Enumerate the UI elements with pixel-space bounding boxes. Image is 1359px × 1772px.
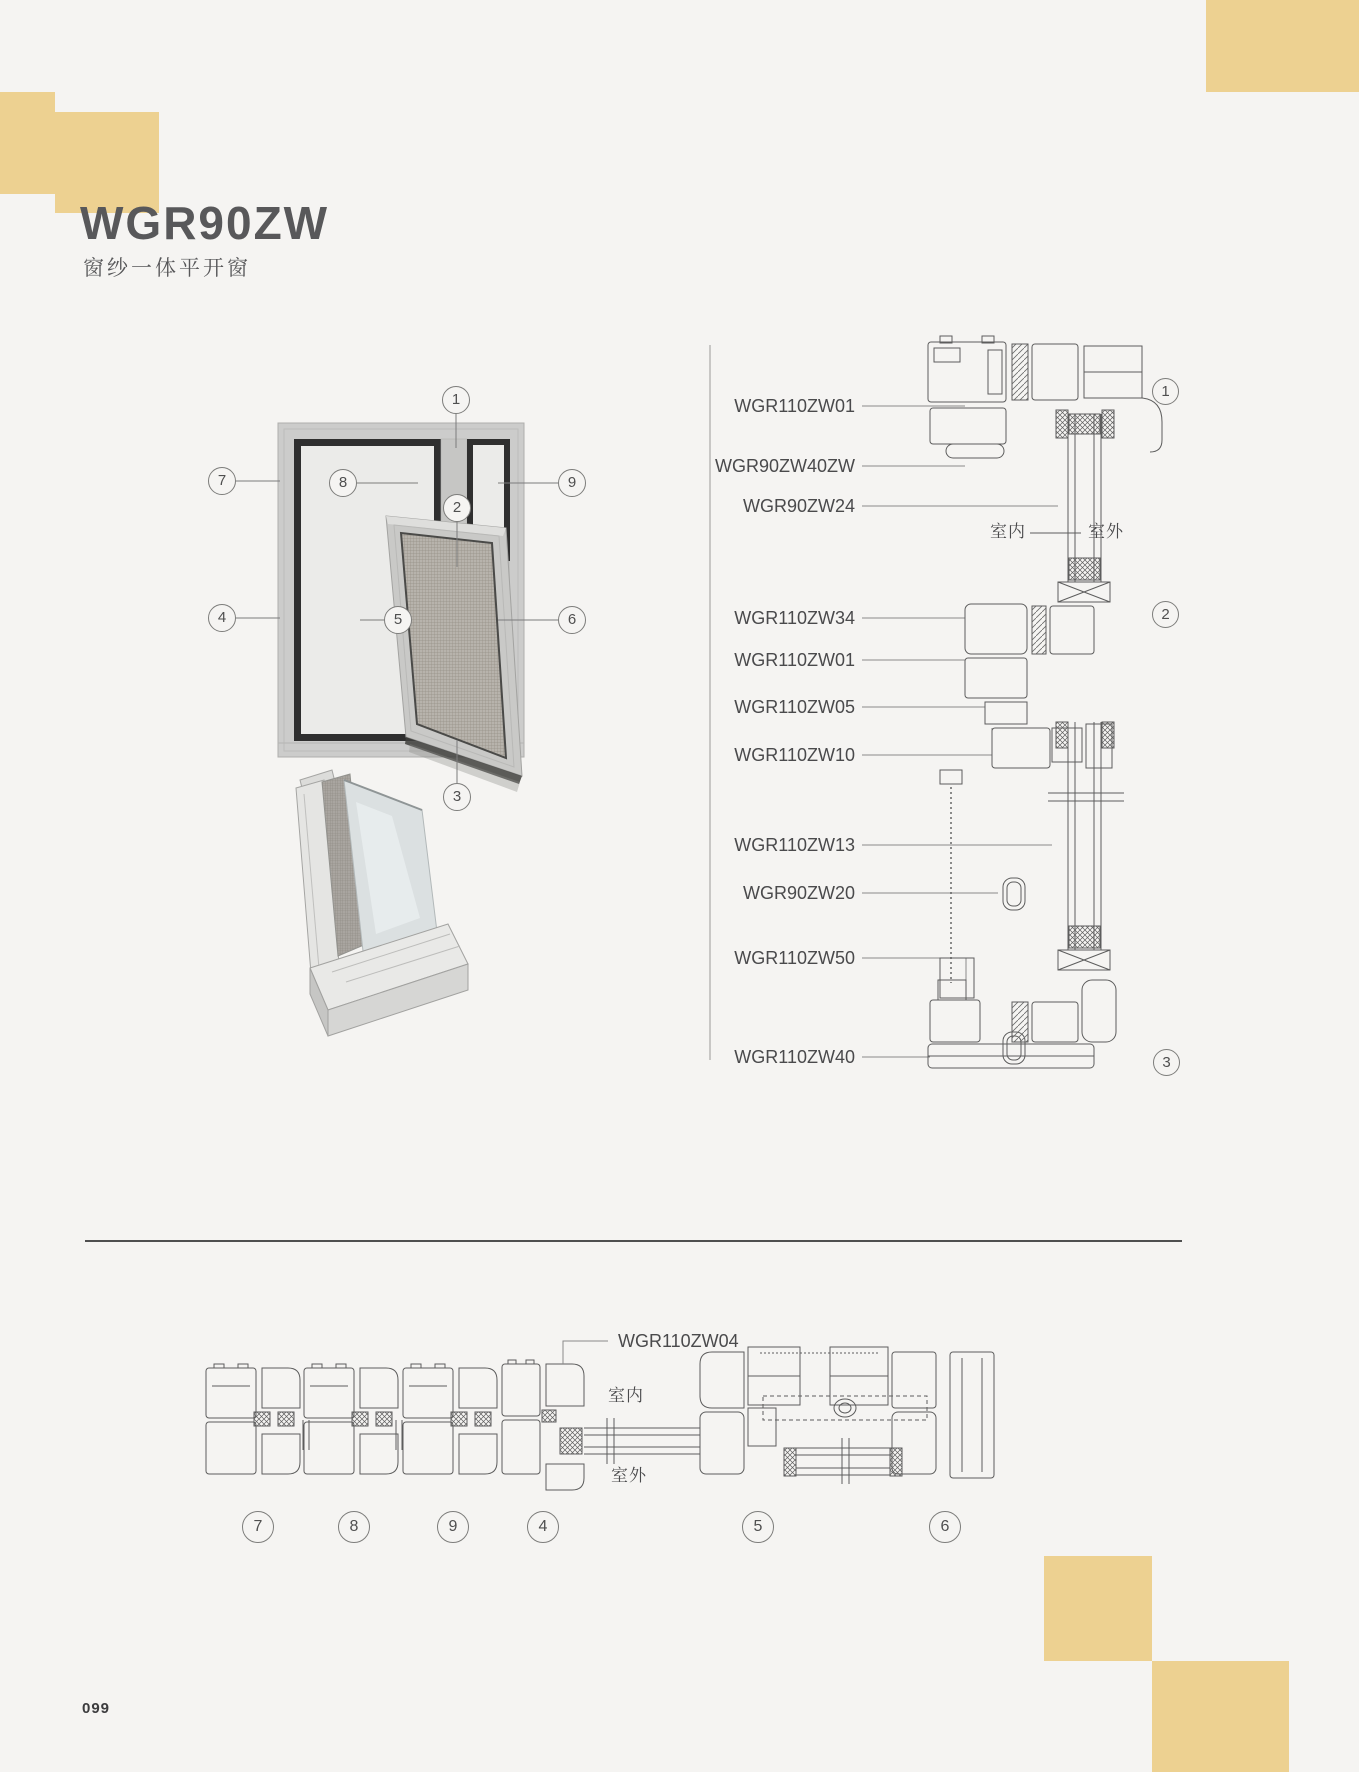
deco-bottom-right-bar	[1152, 1661, 1289, 1772]
bottom-sections-drawing	[190, 1320, 1010, 1500]
part-label: WGR110ZW01	[734, 396, 855, 416]
jamb-section-9	[403, 1364, 497, 1474]
callout-circle-1: 1	[442, 386, 470, 414]
deco-top-left-bar	[0, 92, 55, 194]
mullion-sections-5-6	[700, 1347, 994, 1484]
callout-circle-4: 4	[208, 604, 236, 632]
bottom-callout-5: 5	[742, 1511, 774, 1543]
section-callout-3: 3	[1153, 1049, 1180, 1076]
page-number: 099	[82, 1700, 111, 1717]
corner-profile-render	[280, 758, 480, 1048]
callout-circle-3: 3	[443, 783, 471, 811]
part-label: WGR110ZW50	[734, 948, 855, 968]
part-label: WGR110ZW10	[734, 745, 855, 765]
jamb-section-8	[304, 1364, 398, 1474]
section-top-assembly	[928, 336, 1162, 458]
callout-circle-6: 6	[558, 606, 586, 634]
callout-circle-9: 9	[558, 469, 586, 497]
bottom-callout-4: 4	[527, 1511, 559, 1543]
section-bottom-assembly	[928, 958, 1116, 1068]
content-divider	[85, 1240, 1182, 1242]
window-render	[185, 340, 605, 810]
bottom-callout-8: 8	[338, 1511, 370, 1543]
bottom-callout-9: 9	[437, 1511, 469, 1543]
page-title: WGR90ZW	[80, 197, 330, 249]
callout-circle-7: 7	[208, 467, 236, 495]
part-label: WGR110ZW05	[734, 697, 855, 717]
part-label: WGR90ZW24	[742, 496, 855, 516]
callout-circle-2: 2	[443, 494, 471, 522]
callout-circle-8: 8	[329, 469, 357, 497]
section-leader-lines	[862, 406, 1058, 1057]
bottom-callout-7: 7	[242, 1511, 274, 1543]
section-callout-1: 1	[1152, 378, 1179, 405]
part-label: WGR110ZW40	[734, 1047, 855, 1067]
part-label: WGR110ZW13	[734, 835, 855, 855]
jamb-section-4	[502, 1360, 700, 1490]
deco-top-right-block	[1206, 0, 1359, 92]
jamb-section-7	[206, 1364, 300, 1474]
section-middle-assembly	[965, 604, 1112, 768]
indoor-label: 室内	[990, 522, 1026, 541]
deco-bottom-right-square	[1044, 1556, 1152, 1661]
part-label: WGR90ZW40ZW	[714, 456, 855, 476]
insect-screen-mesh	[401, 533, 506, 758]
section-callout-2: 2	[1152, 601, 1179, 628]
bottom-callout-6: 6	[929, 1511, 961, 1543]
bottom-part-label: WGR110ZW04	[618, 1331, 739, 1351]
page-subtitle: 窗纱一体平开窗	[83, 257, 251, 280]
part-label: WGR90ZW20	[742, 883, 855, 903]
bottom-outdoor-label: 室外	[611, 1466, 647, 1485]
section-upper-glass	[1030, 414, 1110, 602]
bottom-label-leader	[563, 1341, 608, 1364]
outdoor-label: 室外	[1088, 522, 1124, 541]
part-label: WGR110ZW34	[734, 608, 855, 628]
callout-circle-5: 5	[384, 606, 412, 634]
section-screen-line	[938, 770, 966, 1000]
bottom-indoor-label: 室内	[608, 1386, 644, 1405]
part-label: WGR110ZW01	[734, 650, 855, 670]
